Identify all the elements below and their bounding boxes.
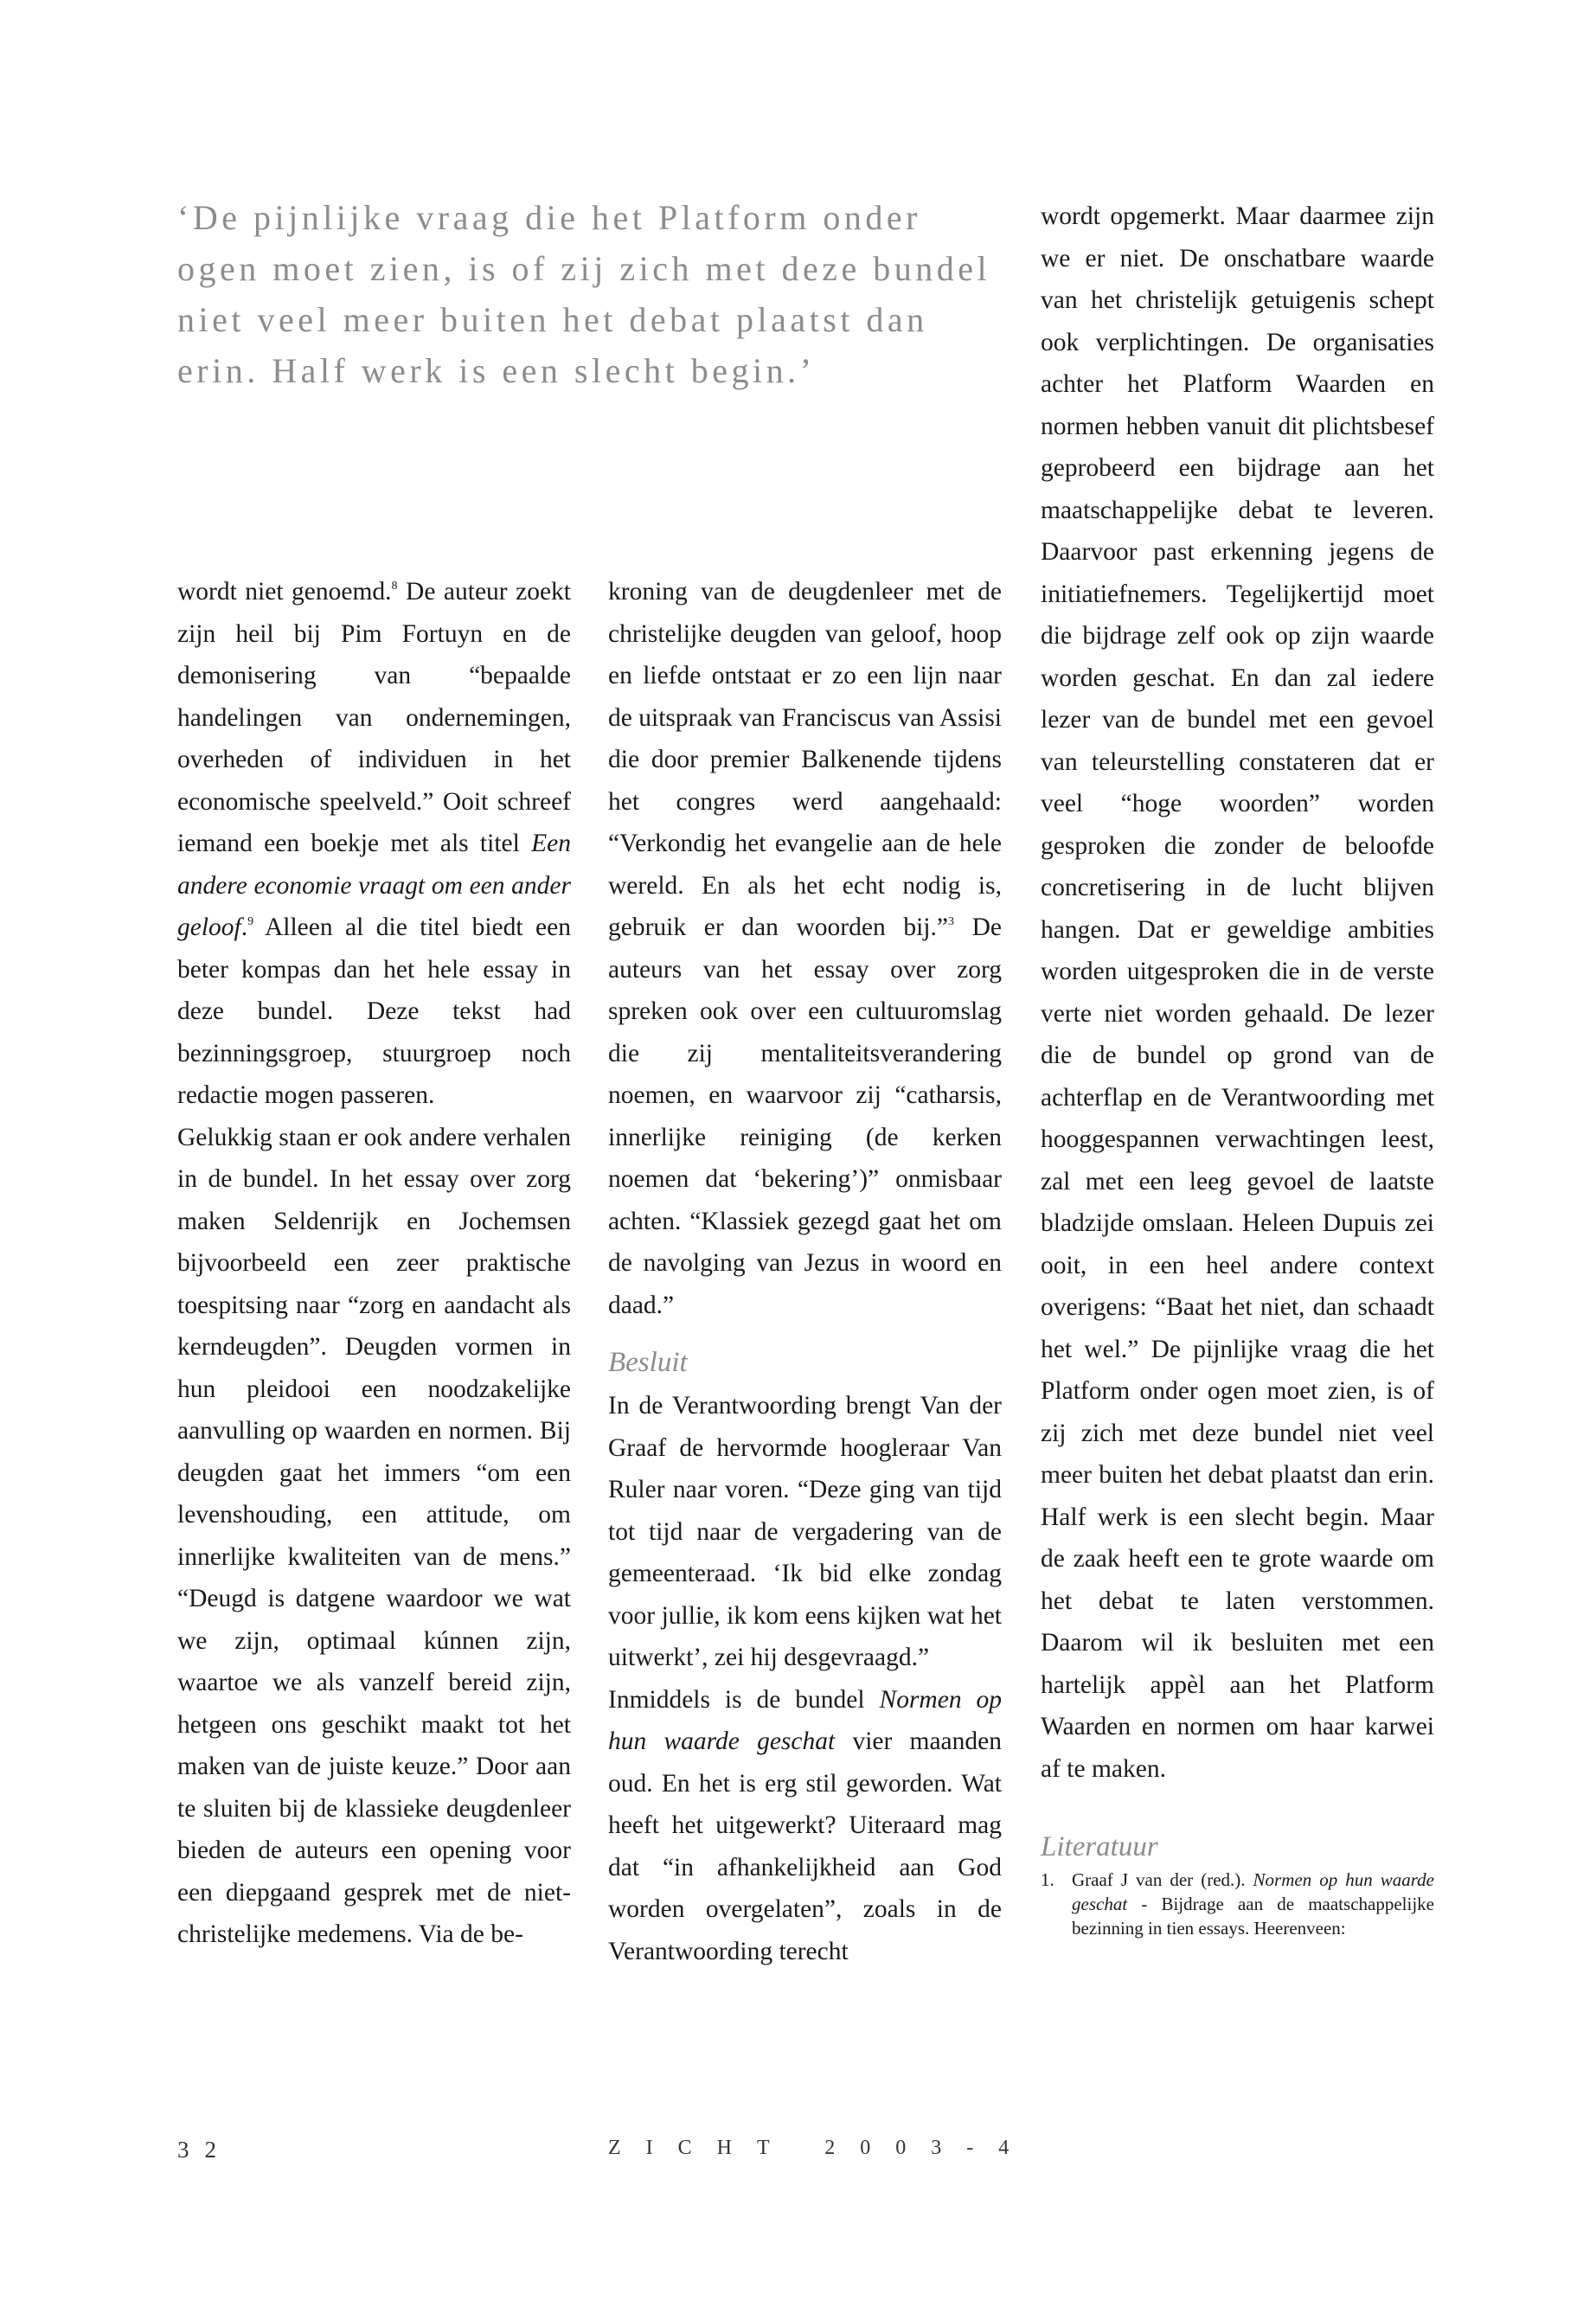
- journal-footer: ZICHT 2003-4: [608, 2137, 1035, 2159]
- footnote-ref: 9: [247, 915, 254, 928]
- text: Inmiddels is de bundel: [608, 1685, 880, 1714]
- text: Graaf J van der (red.).: [1072, 1869, 1253, 1890]
- section-heading-literatuur: Literatuur: [1041, 1831, 1158, 1862]
- paragraph: In de Verantwoording brengt Van der Graaf de hervormde hoogleraar Van Ruler naar voren. “Deze ging van tijd tot tijd naar de vergadering van de gemeenteraad. ‘Ik bid elke zondag voor jullie, ik kom eens kijken wat het uitwerkt’, zei hij desgevraagd.”: [608, 1392, 1002, 1671]
- book-title: Een andere economie vraagt om een ander geloof: [177, 830, 571, 941]
- paragraph: Gelukkig staan er ook andere verhalen in de bundel. In het essay over zorg maken Seldenrijk en Jochemsen bijvoorbeeld een zeer praktische toespitsing naar “zorg en aandacht als kerndeugden”. Deugden vormen in hun pleidooi een noodzakelijke aanvulling op waarden en normen. Bij deugden gaat het immers “om een levenshouding, een attitude, om innerlijke kwaliteiten van de mens.” “Deugd is datgene waardoor we wat we zijn, optimaal kúnnen zijn, waartoe we als vanzelf bereid zijn, hetgeen ons geschikt maakt tot het maken van de juiste keuze.” Door aan te sluiten bij de klassieke deugdenleer bieden de auteurs een opening voor een diepgaand gesprek met de niet-christelijke medemens. Via de be-: [177, 1123, 571, 1948]
- column-2: [608, 571, 1002, 1972]
- column-1: [177, 571, 571, 1956]
- text: Alleen al die titel biedt een beter kompas dan het hele essay in deze bundel. Deze tekst had bezinningsgroep, stuurgroep noch redactie mogen passeren.: [177, 913, 571, 1109]
- column-3: [1041, 195, 1434, 1940]
- text: kroning van de deugdenleer met de christelijke deugden van geloof, hoop en liefde ontstaat er zo een lijn naar de uitspraak van Franciscus van Assisi die door premier Balkenende tijdens het congres werd aangehaald: “Verkondig het evangelie aan de hele wereld. En als het echt nodig is, gebruik er dan woorden bij.”: [608, 578, 1002, 941]
- paragraph: [608, 571, 1002, 1326]
- pull-quote: ‘De pijnlijke vraag die het Platform onder ogen moet zien, is of zij zich met deze bundel niet veel meer buiten het debat plaatst dan erin. Half werk is een slecht begin.’: [177, 198, 991, 390]
- text: wordt niet genoemd.: [177, 578, 392, 606]
- footnote-ref: 8: [391, 580, 398, 593]
- paragraph: [608, 1679, 1002, 1973]
- text: - Bijdrage aan de maatschappelijke bezinning in tien essays. Heerenveen:: [1072, 1894, 1434, 1939]
- footnote-ref: 3: [947, 915, 954, 928]
- section-heading-besluit: Besluit: [608, 1347, 688, 1378]
- page-number: 32: [177, 2137, 232, 2163]
- literature-item: [1041, 1868, 1434, 1940]
- literature-number: 1.: [1041, 1869, 1054, 1890]
- paragraph: wordt opgemerkt. Maar daarmee zijn we er niet. De onschatbare waarde van het christelijk getuigenis schept ook verplichtingen. De organisaties achter het Platform Waarden en normen hebben vanuit dit plichtsbesef geprobeerd een bijdrage aan het maatschappelijke debat te leveren. Daarvoor past erkenning jegens de initiatiefnemers. Tegelijkertijd moet die bijdrage zelf ook op zijn waarde worden geschat. En dan zal iedere lezer van de bundel met een gevoel van teleurstelling constateren dat er veel “hoge woorden” worden gesproken die zonder de beloofde concretisering in de lucht blijven hangen. Dat er geweldige ambities worden uitgesproken die in de verste verte niet worden gehaald. De lezer die de bundel op grond van de achterflap en de Verantwoording met hooggespannen verwachtingen leest, zal met een leeg gevoel de laatste bladzijde omslaan. Heleen Dupuis zei ooit, in een heel andere context overigens: “Baat het niet, dan schaadt het wel.” De pijnlijke vraag die het Platform onder ogen moet zien, is of zij zich met deze bundel niet veel meer buiten het debat plaatst dan erin. Half werk is een slecht begin. Maar de zaak heeft een te grote waarde om het debat te laten verstommen. Daarom wil ik besluiten met een hartelijk appèl aan het Platform Waarden en normen om haar karwei af te maken.: [1041, 202, 1434, 1783]
- text: .: [240, 913, 248, 941]
- text: De auteurs van het essay over zorg spreken ook over een cultuuromslag die zij mentaliteitsverandering noemen, en waarvoor zij “catharsis, innerlijke reiniging (de kerken noemen dat ‘bekering’)” onmisbaar achten. “Klassiek gezegd gaat het om de navolging van Jezus in woord en daad.”: [608, 913, 1002, 1319]
- text: vier maanden oud. En het is erg stil geworden. Wat heeft het uitgewerkt? Uiteraard mag dat “in afhankelijkheid aan God worden overgelaten”, zoals in de Verantwoording terecht: [608, 1727, 1002, 1965]
- book-title: Normen op hun waarde geschat: [608, 1685, 1002, 1755]
- text: De auteur zoekt zijn heil bij Pim Fortuyn en de demonisering van “bepaalde handelingen van ondernemingen, overheden of individuen in het economische speelveld.” Ooit schreef iemand een boekje met als titel: [177, 578, 571, 857]
- paragraph: [177, 571, 571, 1117]
- book-title: Normen op hun waarde geschat: [1072, 1869, 1434, 1914]
